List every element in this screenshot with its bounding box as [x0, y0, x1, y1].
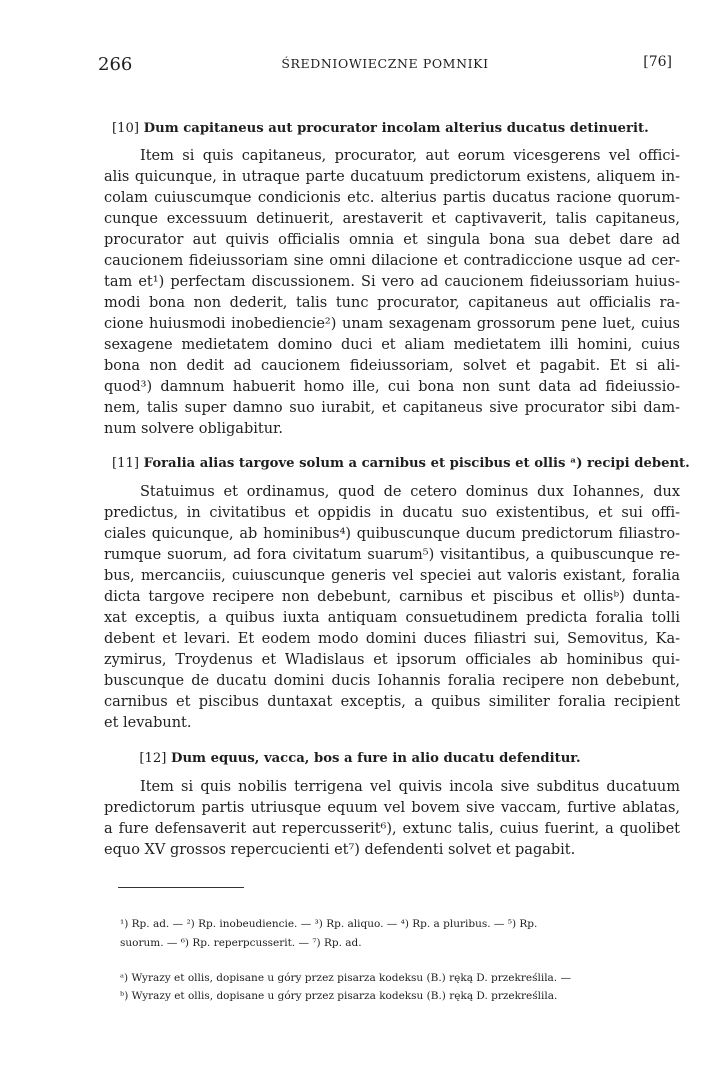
text-line: Item si quis capitaneus, procurator, aut eorum vicesgerens vel offici- — [140, 148, 680, 164]
section-heading — [112, 456, 690, 471]
bracket-page-reference: [76] — [643, 54, 672, 70]
text-line: sexagene medietatem domino duci et aliam medietatem illi homini, cuius — [104, 337, 680, 353]
text-line: colam cuiuscumque condicionis etc. alterius partis ducatus racione quorum- — [104, 190, 680, 206]
text-line: Item si quis nobilis terrigena vel quivis incola sive subditus ducatuum — [140, 779, 680, 795]
text-line: a fure defensaverit aut repercusserit⁶), extunc talis, cuius fuerint, a quolibet — [104, 821, 680, 837]
text-line: caucionem fideiussoriam sine omni dilacione et contradiccione usque ad cer- — [104, 253, 680, 269]
section-title: Dum capitaneus aut procurator incolam alterius ducatus detinuerit. — [143, 121, 649, 136]
section-heading — [112, 121, 678, 136]
text-line: nem, talis super damno suo iurabit, et capitaneus sive procurator sibi dam- — [104, 400, 680, 416]
text-line: tam et¹) perfectam discussionem. Si vero ad caucionem fideiussoriam huius- — [104, 274, 680, 290]
text-line: et levabunt. — [104, 715, 192, 731]
footnote-line: ᵃ) Wyrazy et ollis, dopisane u góry przez pisarza kodeksu (B.) ręką D. przekreślila. — — [120, 972, 571, 984]
text-line: carnibus et piscibus duntaxat exceptis, a quibus similiter foralia recipient — [104, 694, 680, 710]
footnote-line: ᵇ) Wyrazy et ollis, dopisane u góry przez pisarza kodeksu (B.) ręką D. przekreślila. — [120, 990, 558, 1002]
text-line: predictorum partis utriusque equum vel bovem sive vaccam, furtive ablatas, — [104, 800, 680, 816]
section-title: Dum equus, vacca, bos a fure in alio ducatu defenditur. — [171, 751, 581, 766]
text-line: debent et levari. Et eodem modo domini duces filiastri sui, Semovitus, Ka- — [104, 631, 680, 647]
text-line: Statuimus et ordinamus, quod de cetero dominus dux Iohannes, dux — [140, 484, 680, 500]
page-header — [98, 52, 672, 76]
text-line: modi bona non dederit, talis tunc procurator, capitaneus aut officialis ra- — [104, 295, 680, 311]
text-line: equo XV grossos repercucienti et⁷) defendenti solvet et pagabit. — [104, 842, 576, 858]
text-line: zymirus, Troydenus et Wladislaus et ipsorum officiales ab hominibus qui- — [104, 652, 680, 668]
running-title: ŚREDNIOWIECZNE POMNIKI — [281, 56, 489, 71]
text-line: quod³) damnum habuerit homo ille, cui bona non sunt data ad fideiussio- — [104, 379, 680, 395]
section-number: [11] — [112, 456, 140, 471]
text-line: predictus, in civitatibus et oppidis in ducatu suo existentibus, et sui offi- — [104, 505, 680, 521]
footnote-divider — [118, 887, 244, 888]
text-line: dicta targove recipere non debebunt, carnibus et piscibus et ollisᵇ) dunta- — [104, 589, 680, 605]
text-line: ciales quicunque, ab hominibus⁴) quibuscunque ducum predictorum filiastro- — [104, 526, 680, 542]
text-line: alis quicunque, in utraque parte ducatuum predictorum existens, aliquem in- — [104, 169, 680, 185]
text-line: bus, mercanciis, cuiuscunque generis vel speciei aut valoris existant, foralia — [104, 568, 680, 584]
text-line: procurator aut quivis officialis omnia et singula bona sua debet dare ad — [104, 232, 680, 248]
text-line: buscunque de ducatu domini ducis Iohannis foralia recipere non debebunt, — [104, 673, 680, 689]
text-line: xat exceptis, a quibus iuxta antiquam consuetudinem predicta foralia tolli — [104, 610, 680, 626]
section-number: [12] — [139, 751, 167, 766]
text-line: num solvere obligabitur. — [104, 421, 283, 437]
footnote-line: suorum. — ⁶) Rp. reperpcusserit. — ⁷) Rp. ad. — [120, 937, 362, 949]
section-number: [10] — [112, 121, 140, 136]
text-line: rumque suorum, ad fora civitatum suarum⁵) visitantibus, a quibuscunque re- — [104, 547, 680, 563]
section-title: Foralia alias targove solum a carnibus et piscibus et ollis ᵃ) recipi debent. — [143, 456, 690, 471]
footnote-line: ¹) Rp. ad. — ²) Rp. inobeudiencie. — ³) Rp. aliquo. — ⁴) Rp. a pluribus. — ⁵) Rp. — [120, 918, 538, 930]
section-heading — [90, 751, 630, 766]
page-number: 266 — [98, 54, 133, 75]
text-line: cunque excessuum detinuerit, arestaverit et captivaverit, talis capitaneus, — [104, 211, 680, 227]
text-line: cione huiusmodi inobediencie²) unam sexagenam grossorum pene luet, cuius — [104, 316, 680, 332]
text-line: bona non dedit ad caucionem fideiussoriam, solvet et pagabit. Et si ali- — [104, 358, 680, 374]
